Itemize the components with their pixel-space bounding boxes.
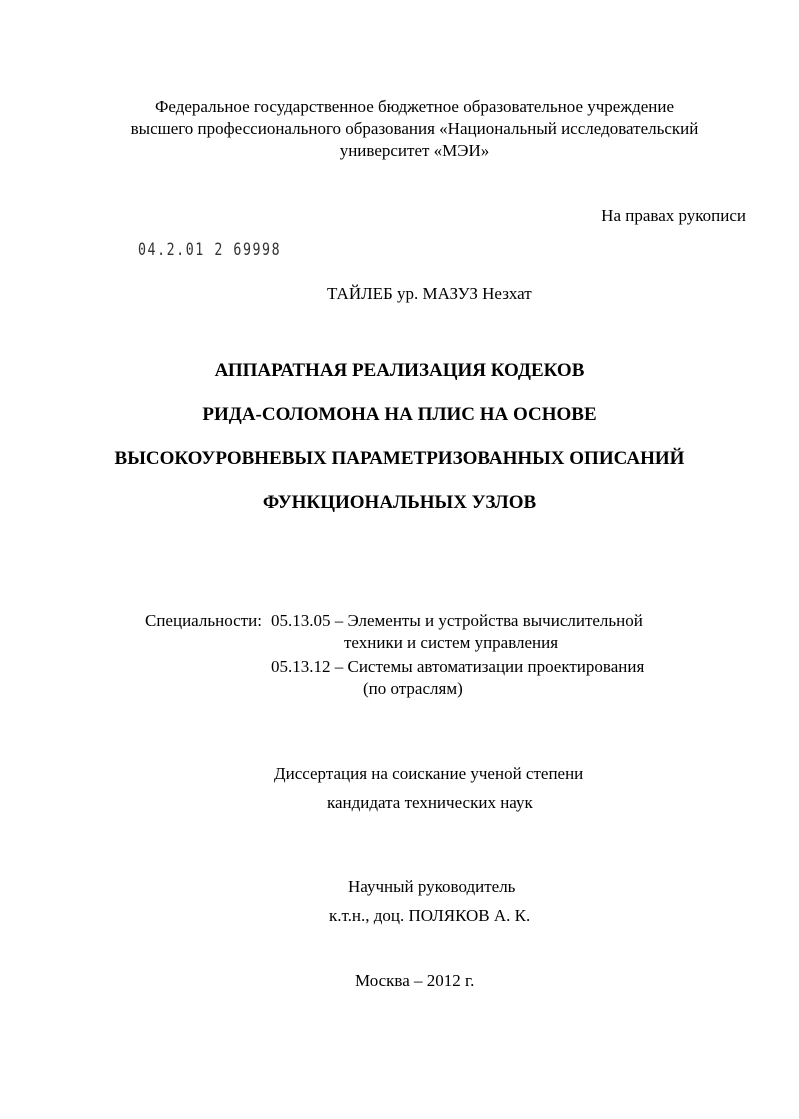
- specialty-2-line-1: 05.13.12 – Системы автоматизации проектирования: [271, 657, 645, 676]
- title-line-4: ФУНКЦИОНАЛЬНЫХ УЗЛОВ: [262, 492, 537, 513]
- title-line-1: АППАРАТНАЯ РЕАЛИЗАЦИЯ КОДЕКОВ: [214, 360, 585, 381]
- author-name: ТАЙЛЕБ ур. МАЗУЗ Незхат: [327, 284, 532, 303]
- title-line-2: РИДА-СОЛОМОНА НА ПЛИС НА ОСНОВЕ: [202, 404, 597, 425]
- supervisor-label: Научный руководитель: [348, 877, 516, 896]
- institution-line-1: Федеральное государственное бюджетное образовательное учреждение: [154, 97, 675, 116]
- city-year: Москва – 2012 г.: [355, 971, 475, 990]
- institution-line-3: университет «МЭИ»: [339, 141, 490, 160]
- institution-line-2: высшего профессионального образования «Национальный исследовательский: [130, 119, 699, 138]
- manuscript-note: На правах рукописи: [601, 206, 746, 225]
- institution-block: [90, 96, 739, 162]
- specialties-label: Специальности:: [145, 611, 262, 630]
- specialties-block: [145, 610, 645, 700]
- degree-line-2: кандидата технических наук: [327, 793, 533, 812]
- registration-stamp: 04.2.01 2 69998: [138, 240, 282, 260]
- supervisor-name: к.т.н., доц. ПОЛЯКОВ А. К.: [329, 906, 531, 925]
- title-line-3: ВЫСОКОУРОВНЕВЫХ ПАРАМЕТРИЗОВАННЫХ ОПИСАНИЙ: [114, 448, 685, 469]
- specialty-2-line-2: (по отраслям): [363, 679, 463, 698]
- specialty-1-line-2: техники и систем управления: [344, 633, 559, 652]
- specialty-1-line-1: 05.13.05 – Элементы и устройства вычислительной: [271, 611, 643, 630]
- degree-line-1: Диссертация на соискание ученой степени: [274, 764, 584, 783]
